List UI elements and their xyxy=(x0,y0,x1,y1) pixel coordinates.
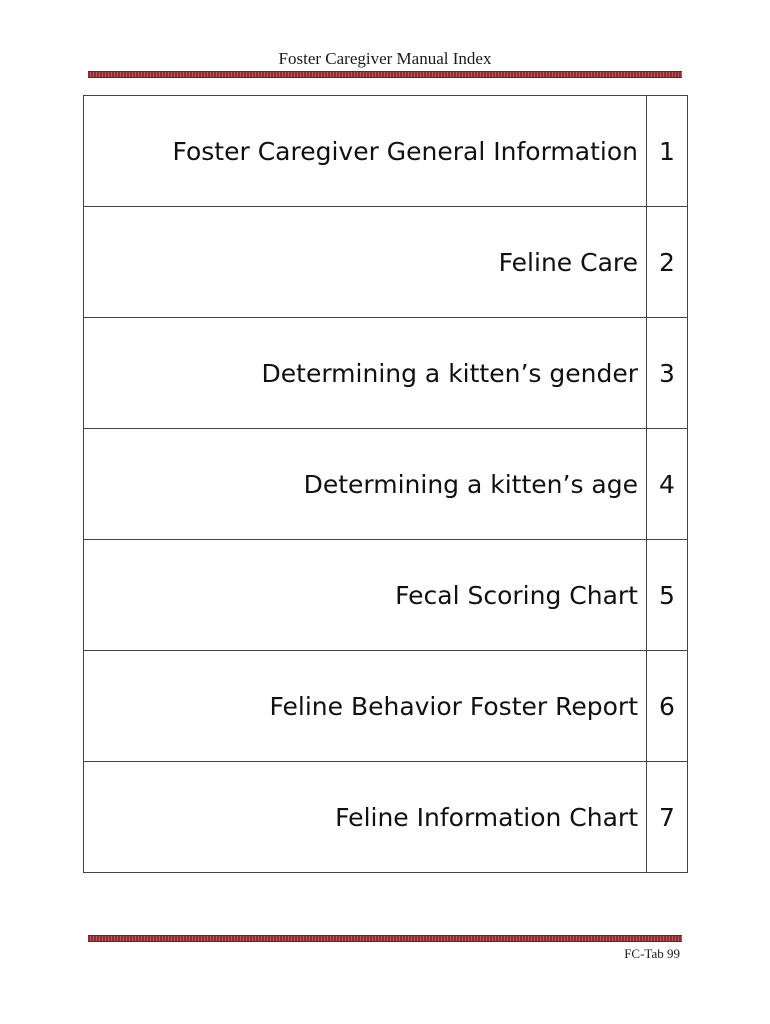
index-table xyxy=(83,95,688,873)
header-divider xyxy=(88,71,682,78)
table-row xyxy=(84,429,688,540)
table-row xyxy=(84,318,688,429)
section-title: Determining a kitten’s age xyxy=(84,429,647,540)
section-number: 7 xyxy=(647,762,688,873)
section-title: Feline Information Chart xyxy=(84,762,647,873)
section-title: Feline Care xyxy=(84,207,647,318)
table-row xyxy=(84,762,688,873)
section-title: Feline Behavior Foster Report xyxy=(84,651,647,762)
table-row xyxy=(84,651,688,762)
section-number: 6 xyxy=(647,651,688,762)
table-row xyxy=(84,540,688,651)
section-number: 2 xyxy=(647,207,688,318)
section-number: 1 xyxy=(647,96,688,207)
section-number: 4 xyxy=(647,429,688,540)
page-header-title: Foster Caregiver Manual Index xyxy=(278,49,492,68)
table-row xyxy=(84,207,688,318)
table-row xyxy=(84,96,688,207)
section-number: 3 xyxy=(647,318,688,429)
section-title: Determining a kitten’s gender xyxy=(84,318,647,429)
section-title: Foster Caregiver General Information xyxy=(84,96,647,207)
section-title: Fecal Scoring Chart xyxy=(84,540,647,651)
section-number: 5 xyxy=(647,540,688,651)
footer-divider xyxy=(88,935,682,942)
footer-tab-label: FC-Tab 99 xyxy=(624,946,680,961)
